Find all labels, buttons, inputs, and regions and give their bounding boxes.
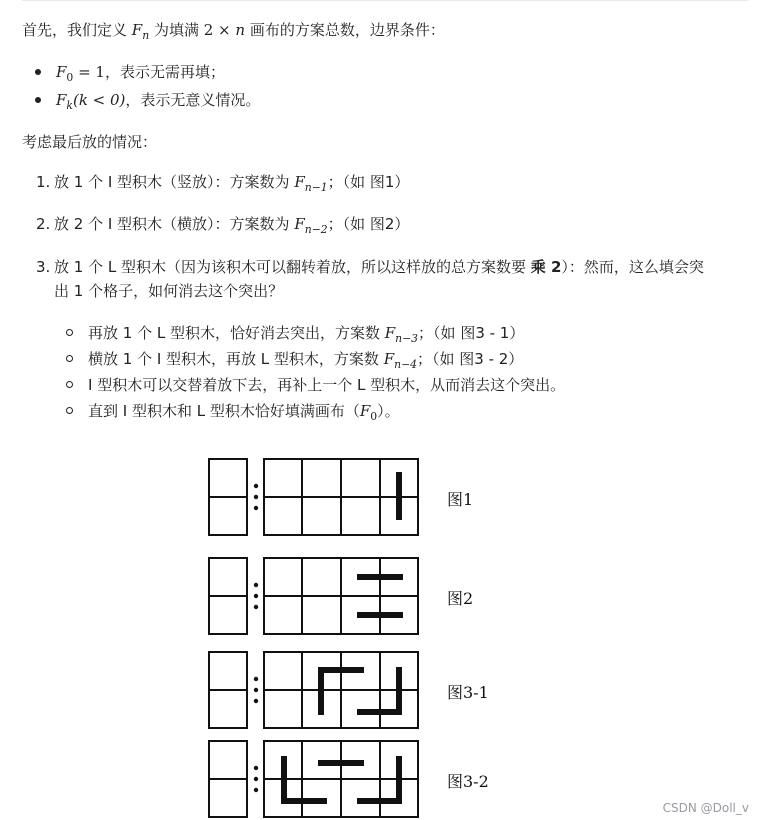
var-sub: k bbox=[66, 98, 73, 112]
item-text: I 型积木可以交替着放下去，再补上一个 L 型积木，从而消去这个突出。 bbox=[88, 376, 566, 394]
times-sign: × bbox=[213, 21, 236, 39]
l-block bbox=[357, 798, 402, 804]
item-tail: ）。 bbox=[377, 402, 400, 420]
l-block bbox=[281, 756, 287, 804]
step-tail: ；（如 图2） bbox=[327, 215, 410, 233]
l-block bbox=[357, 709, 402, 715]
intro-mid: 为填满 bbox=[149, 21, 204, 39]
i-block-horizontal bbox=[318, 760, 364, 766]
item-text: 直到 I 型积木和 L 型积木恰好填满画布（ bbox=[88, 402, 360, 420]
watermark: CSDN @Doll_v bbox=[662, 801, 749, 815]
figure-3-1-label: 图3-1 bbox=[447, 683, 489, 702]
var-sub: n−4 bbox=[394, 357, 417, 371]
step-text: 放 2 个 I 型积木（横放）：方案数为 bbox=[54, 215, 295, 233]
i-block-horizontal bbox=[357, 574, 403, 580]
consider-heading: 考虑最后放的情况： bbox=[22, 133, 158, 151]
step-number: 1. bbox=[36, 173, 51, 191]
var-sub: n bbox=[142, 28, 150, 42]
step-number: 2. bbox=[36, 215, 51, 233]
l-block bbox=[318, 667, 324, 715]
item-text: 横放 1 个 I 型积木，再放 L 型积木，方案数 bbox=[88, 350, 384, 368]
intro-prefix: 首先，我们定义 bbox=[22, 21, 132, 39]
math-expr: (k < 0) bbox=[72, 91, 126, 109]
var-F: F bbox=[56, 63, 67, 81]
var-F: F bbox=[359, 402, 371, 420]
item-text: 再放 1 个 L 型积木，恰好消去突出，方案数 bbox=[88, 324, 385, 342]
item-tail: ；（如 图3 - 2） bbox=[417, 350, 524, 368]
figure-1-label: 图1 bbox=[447, 490, 474, 509]
figure-2-label: 图2 bbox=[447, 589, 474, 608]
var-F: F bbox=[383, 350, 395, 368]
figure-3-2-label: 图3-2 bbox=[447, 772, 489, 791]
item-text: ，表示无需再填； bbox=[104, 63, 225, 81]
item-text: ，表示无意义情况。 bbox=[125, 91, 261, 109]
math-expr: = 1 bbox=[73, 63, 105, 81]
var-F: F bbox=[131, 21, 143, 39]
var-F: F bbox=[294, 173, 305, 191]
l-block bbox=[318, 667, 364, 673]
i-block-horizontal bbox=[357, 612, 403, 618]
var-sub: 0 bbox=[370, 409, 378, 423]
step-tail: ；（如 图1） bbox=[327, 173, 410, 191]
figure-3-2-grid bbox=[209, 741, 418, 817]
num-two: 2 bbox=[203, 21, 214, 39]
var-sub: n−3 bbox=[395, 331, 419, 345]
emphasis-text: 乘 2 bbox=[530, 258, 562, 276]
l-block bbox=[396, 756, 402, 804]
var-sub: 0 bbox=[66, 70, 74, 84]
l-block bbox=[281, 798, 327, 804]
var-F: F bbox=[56, 91, 67, 109]
l-block bbox=[396, 667, 402, 715]
var-F: F bbox=[384, 324, 396, 342]
var-F: F bbox=[294, 215, 305, 233]
step-number: 3. bbox=[36, 258, 51, 276]
figure-2-grid bbox=[209, 558, 418, 634]
intro-suffix: 画布的方案总数，边界条件： bbox=[245, 21, 445, 39]
i-block-vertical bbox=[396, 472, 402, 520]
item-tail: ；（如 图3 - 1） bbox=[418, 324, 525, 342]
figure-3-1-grid bbox=[209, 652, 418, 728]
var-sub: n−2 bbox=[304, 222, 328, 236]
var-sub: n−1 bbox=[304, 180, 328, 194]
step-text: 放 1 个 I 型积木（竖放）：方案数为 bbox=[54, 173, 295, 191]
step-text-cont: ）：然而，这么填会突 bbox=[561, 258, 704, 276]
var-n: n bbox=[235, 21, 246, 39]
step-text-line2: 出 1 个格子，如何消去这个突出？ bbox=[54, 282, 284, 300]
step-text: 放 1 个 L 型积木（因为该积木可以翻转着放，所以这样放的总方案数要 bbox=[54, 258, 531, 276]
figure-1-grid bbox=[209, 459, 418, 535]
